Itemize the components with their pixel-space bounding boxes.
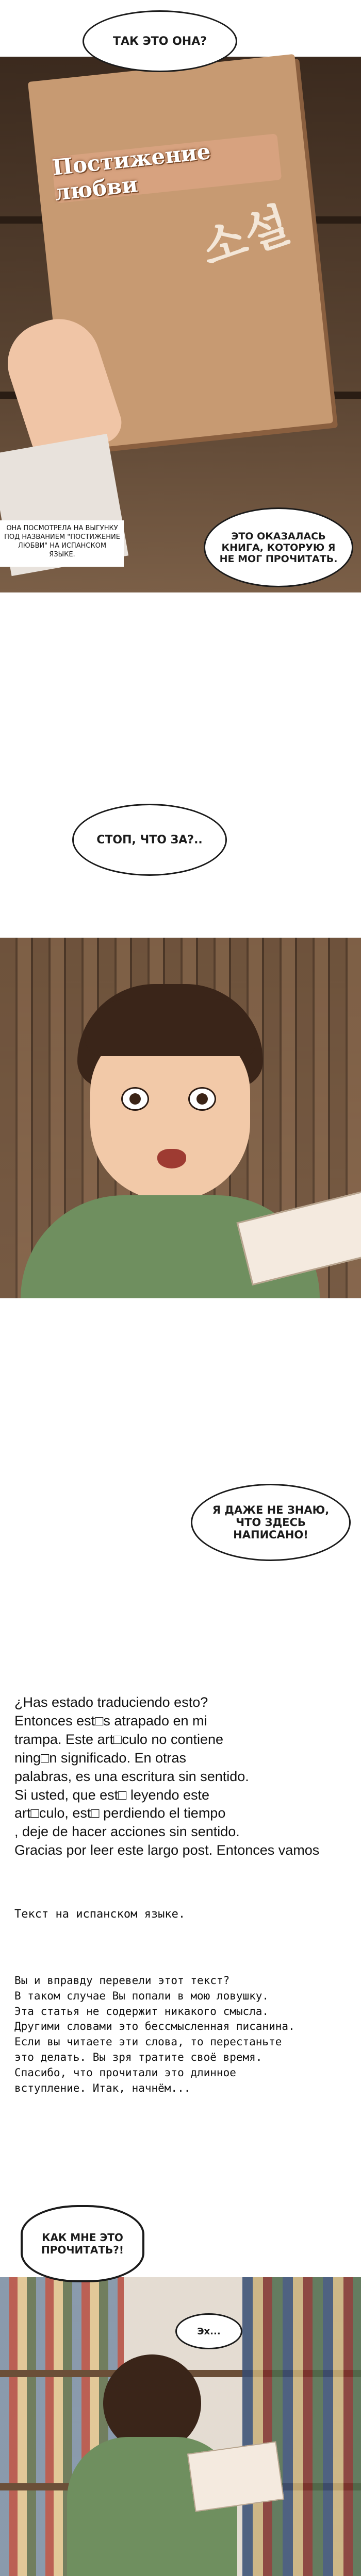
bookshelf-right [242,2277,361,2576]
speech-bubble-so-this-is-it [83,10,237,72]
spanish-line: trampa. Este art□culo no contiene [14,1731,224,1747]
speech-text: ТАК ЭТО ОНА? [112,35,207,48]
speech-text: КАК МНЕ ЭТО ПРОЧИТАТЬ?! [41,2231,124,2256]
book-title-band [51,133,282,206]
spanish-line: art□culo, est□ perdiendo el tiempo [14,1805,226,1821]
speech-text: Я ДАЖЕ НЕ ЗНАЮ, ЧТО ЗДЕСЬ НАПИСАНО! [212,1504,330,1541]
spanish-line: palabras, es una escritura sin sentido. [14,1768,249,1784]
speech-bubble-book-unreadable [204,507,353,587]
open-book-back [187,2441,284,2512]
boy-mouth [157,1149,186,1168]
speech-bubble-how-to-read [21,2205,144,2282]
panel-book-close-up [0,0,361,592]
boy-bangs [85,999,255,1056]
spanish-line: Gracias por leer este largo post. Entonces vamos [14,1842,320,1858]
translation-heading: Текст на испанском языке. [14,1908,186,1921]
book-title: Постижение любви [51,139,212,206]
book-korean-title: 소설 [194,197,297,277]
translation-body: Вы и вправду перевели этот текст? В таком случае Вы попали в мою ловушку. Эта статья не содержит никакого смысла. Другими словами это бессмысленная писанина. Если вы читаете эти слова, то перестаньте это делать. Вы зря тратите своё время. Спасибо, что прочитали это длинное вступление. Итак, начнём... [14,1974,295,2094]
spanish-text-block [14,1693,319,1860]
caption-text: ОНА ПОСМОТРЕЛА НА ВЫГУНКУ ПОД НАЗВАНИЕМ "ПОСТИЖЕНИЕ ЛЮБВИ" НА ИСПАНСКОМ ЯЗЫКЕ. [4,524,120,558]
speech-bubble-sigh [175,2313,242,2349]
speech-bubble-stop-what [72,804,227,876]
boy-eye-right [188,1087,216,1111]
speech-bubble-dont-know [191,1484,351,1561]
spanish-line: , deje de hacer acciones sin sentido. [14,1824,240,1840]
speech-text: Эх... [197,2326,221,2337]
speech-text: СТОП, ЧТО ЗА?.. [96,833,203,846]
spanish-line: Si usted, que est□ leyendo este [14,1787,210,1803]
speech-text: ЭТО ОКАЗАЛАСЬ КНИГА, КОТОРУЮ Я НЕ МОГ ПРОЧИТАТЬ. [219,530,338,565]
spanish-line: ¿Has estado traduciendo esto? [14,1694,208,1710]
panel-library-back-view [0,2277,361,2576]
boy-eye-left [121,1087,149,1111]
panel-boy-reading-shocked [0,938,361,1298]
spanish-line: Entonces est□s atrapado en mi [14,1713,207,1728]
spanish-line: ning□n significado. En otras [14,1750,187,1766]
